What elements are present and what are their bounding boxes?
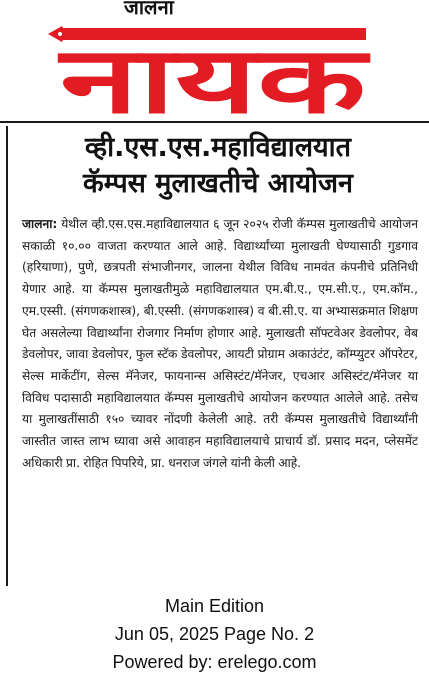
page-footer — [0, 592, 429, 676]
headline-line-2: कॅम्पस मुलाखतीचे आयोजन — [82, 168, 354, 199]
logo-wordmark: नायक — [56, 27, 372, 120]
newspaper-masthead — [0, 0, 429, 120]
news-article — [6, 126, 422, 586]
article-body-text: येथील व्ही.एस.एस.महाविद्यालयात ६ जून २०२५ रोजी कॅम्पस मुलाखतीचे आयोजन सकाळी १०.०० वाजता करण्यात आले आहे. विद्यार्थ्यांच्या मुलाखती घेण्यासाठी गुडगाव (हरियाणा), पुणे, छत्रपती संभाजीनगर, जालना येथील विविध नामवंत कंपनीचे प्रतिनिधी येणार आहे. या कॅम्पस मुलाखतीमुळे महाविद्यालयात एम.बी.ए., एम.सी.ए., एम.कॉम., एम.एस्सी. (संगणकशास्त्र), बी.एस्सी. (संगणकशास्त्र) व बी.सी.ए. या अभ्यासक्रमात शिक्षण घेत असलेल्या विद्यार्थ्यांना रोजगार निर्माण होणार आहे. मुलाखती सॉफ्टवेअर डेवलोपर, वेब डेवलोपर, जावा डेवलोपर, फुल स्टॅक डेवलोपर, आयटी प्रोग्राम अकाउंटंट, कॉम्प्युटर ऑपरेटर, सेल्स मार्केटींग, सेल्स मॅनेजर, फायनान्स असिस्टंट/मॅनेजर, एचआर असिस्टंट/मॅनेजर या विविध पदासाठी महाविद्यालयात कॅम्पस मुलाखतीचे आयोजन करण्यात आलेले आहे. तसेच या मुलाखतींसाठी १५० च्यावर नोंदणी केलेली आहे. तरी कॅम्पस मुलाखतीचे विद्यार्थ्यांनी जास्तीत जास्त लाभ घ्यावा असे आवाहन महाविद्यालयाचे प्राचार्य डॉ. प्रसाद मदन, प्लेसमेंट अधिकारी प्रा. रोहित पिपरिये, प्रा. धनराज जंगले यांनी केली आहे. — [22, 217, 419, 470]
date-page-label: Jun 05, 2025 Page No. 2 — [114, 624, 315, 644]
edition-place: जालना — [124, 0, 174, 19]
masthead-divider — [0, 121, 429, 123]
article-left-rule — [6, 126, 8, 586]
powered-by-label: Powered by: erelego.com — [112, 652, 317, 672]
article-dateline: जालना: — [22, 217, 58, 231]
article-headline — [14, 130, 422, 202]
article-body — [22, 214, 418, 474]
headline-line-1: व्ही.एस.एस.महाविद्यालयात — [84, 132, 352, 163]
newspaper-logo — [0, 0, 429, 120]
edition-label: Main Edition — [164, 596, 265, 616]
